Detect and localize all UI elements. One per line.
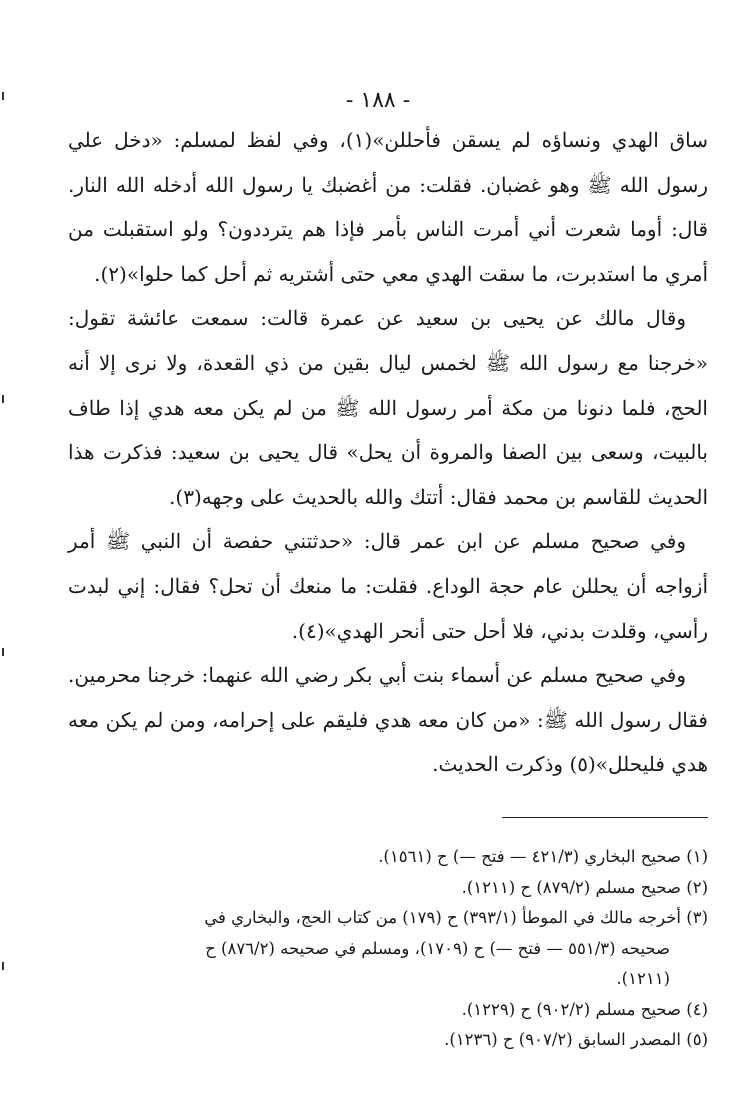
footnote-continuation bbox=[68, 964, 708, 995]
footnote-line: (٢) صحيح مسلم (٨٧٩/٢) ح (١٢١١). bbox=[461, 877, 708, 897]
footnote bbox=[68, 903, 708, 934]
text-line: رأسي، وقلدت بدني، فلا أحل حتى أنحر الهدي»(٤). bbox=[291, 618, 708, 643]
footnote-line: (٥) المصدر السابق (٩٠٧/٢) ح (١٢٣٦). bbox=[444, 1030, 708, 1049]
text-line: فقال رسول الله ﷺ: «من كان معه هدي فليقم على إحرامه، ومن لم يكن معه bbox=[68, 707, 708, 732]
scan-edge-mark bbox=[2, 962, 4, 970]
footnote-continuation bbox=[68, 934, 708, 965]
text-line: وفي صحيح مسلم عن أسماء بنت أبي بكر رضي الله عنهما: خرجنا محرمين. bbox=[68, 663, 686, 688]
footnote bbox=[68, 842, 708, 873]
text-line: الحج، فلما دنونا من مكة أمر رسول الله ﷺ من لم يكن معه هدي إذا طاف bbox=[68, 395, 708, 420]
page-number: - ١٨٨ - bbox=[345, 88, 411, 113]
text-line: استدبرت، ما سقت الهدي معي حتى أشتريه ثم أحل كما حلوا»(٢). bbox=[94, 261, 636, 286]
text-line: الله ﷺ وهو غضبان. فقلت: من أغضبك يا رسول الله أدخله الله النار. قال: bbox=[68, 172, 709, 242]
scan-edge-mark bbox=[2, 92, 4, 100]
text-line: أزواجه أن يحللن عام حجة الوداع. فقلت: ما منعك أن تحل؟ فقال: إني لبدت bbox=[68, 573, 708, 598]
text-line: الحديث للقاسم بن محمد فقال: أتتك والله بالحديث على وجهه(٣). bbox=[169, 484, 708, 509]
footnote bbox=[68, 995, 708, 1026]
footnote bbox=[68, 1025, 708, 1056]
main-text bbox=[68, 118, 708, 787]
footnote-line: (٣) أخرجه مالك في الموطأ (٣٩٣/١) ح (١٧٩) من كتاب الحج، والبخاري في bbox=[204, 908, 708, 927]
footnote-line: صحيحه (٥٥١/٣ — فتح —) ح (١٧٠٩)، ومسلم في صحيحه (٨٧٦/٢) ح bbox=[205, 938, 670, 958]
paragraph bbox=[68, 519, 708, 653]
text-line: وفي صحيح مسلم عن ابن عمر قال: «حدثتني حفصة أن النبي ﷺ أمر bbox=[68, 529, 686, 554]
text-line: بالبيت، وسعى بين الصفا والمروة أن يحل» قال يحيى بن سعيد: فذكرت هذا bbox=[68, 440, 708, 465]
text-line: هدي فليحلل»(٥) وذكرت الحديث. bbox=[432, 752, 708, 777]
footnote-line: (١) صحيح البخاري (٤٢١/٣ — فتح —) ح (١٥٦١). bbox=[378, 847, 708, 866]
paragraph bbox=[68, 296, 708, 519]
paragraph bbox=[68, 118, 708, 296]
footnote-line: (١٢١١). bbox=[616, 969, 670, 988]
text-line: وقال مالك عن يحيى بن سعيد عن عمرة قالت: سمعت عائشة تقول: bbox=[68, 306, 686, 331]
text-line: أوما شعرت أني أمرت الناس بأمر فإذا هم يترددون؟ ولو استقبلت من أمري ما bbox=[68, 217, 708, 286]
footnote-separator bbox=[502, 817, 708, 818]
footnote bbox=[68, 873, 708, 904]
scan-edge-mark bbox=[2, 648, 4, 656]
footnote-line: (٤) صحيح مسلم (٩٠٢/٢) ح (١٢٢٩). bbox=[461, 999, 708, 1019]
scan-edge-mark bbox=[2, 395, 4, 403]
text-line: ساق الهدي ونساؤه لم يسقن فأحللن»(١)، وفي لفظ لمسلم: «دخل علي رسول bbox=[68, 128, 709, 197]
text-line: «خرجنا مع رسول الله ﷺ لخمس ليال بقين من ذي القعدة، ولا نرى إلا أنه bbox=[68, 350, 708, 375]
paragraph bbox=[68, 653, 708, 787]
footnotes bbox=[68, 842, 708, 1056]
